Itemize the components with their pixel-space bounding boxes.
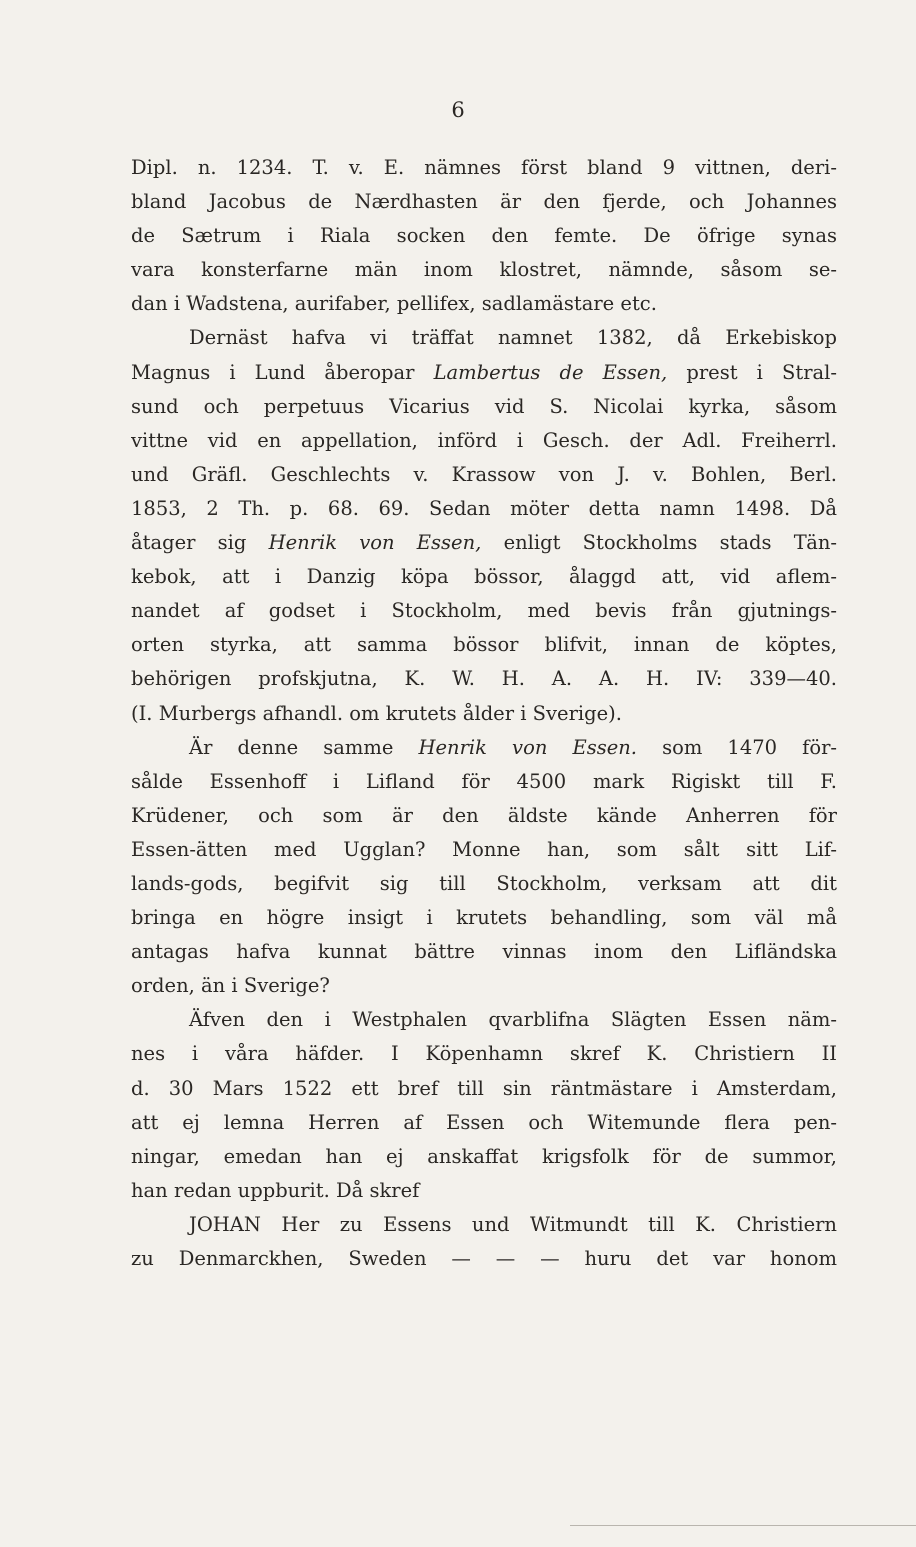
text-run: han redan uppburit. Då skref: [131, 1178, 420, 1202]
body-text: [131, 151, 837, 1276]
text-line: [131, 833, 837, 867]
text-run: Krüdener, och som är den äldste kände Anherren för: [131, 803, 837, 827]
text-run: de Sætrum i Riala socken den femte. De öfrige synas: [131, 224, 837, 248]
text-run: Dipl. n. 1234. T. v. E. nämnes först bland 9 vittnen, deri-: [131, 156, 837, 179]
text-run: vittne vid en appellation, införd i Gesch. der Adl. Freiherrl.: [131, 428, 837, 452]
text-run: kebok, att i Danzig köpa bössor, ålaggd att, vid aflem-: [131, 565, 837, 589]
text-run: bringa en högre insigt i krutets behandling, som väl må: [131, 906, 837, 930]
text-line: [131, 185, 837, 219]
text-run: orden, än i Sverige?: [131, 974, 330, 998]
text-run: sund och perpetuus Vicarius vid S. Nicolai kyrka, såsom: [131, 394, 837, 418]
text-line: [131, 1208, 837, 1242]
text-run: Är denne samme: [189, 735, 419, 759]
text-run: lands-gods, begifvit sig till Stockholm, verksam att dit: [131, 871, 837, 895]
text-run: ningar, emedan han ej anskaffat krigsfolk för de summor,: [131, 1144, 837, 1168]
text-run: Essen-ätten med Ugglan? Monne han, som sålt sitt Lif-: [131, 837, 837, 861]
text-run: nandet af godset i Stockholm, med bevis från gjutnings-: [131, 599, 837, 623]
text-run: åtager sig: [131, 531, 269, 555]
text-run: 1853, 2 Th. p. 68. 69. Sedan möter detta namn 1498. Då: [131, 496, 837, 520]
text-line: [131, 1106, 837, 1140]
text-run: zu Denmarckhen, Sweden — — — huru det var honom: [131, 1247, 837, 1270]
italic-name: Henrik von Essen.: [418, 735, 638, 759]
text-run: d. 30 Mars 1522 ett bref till sin räntmästare i Amsterdam,: [131, 1076, 837, 1100]
text-run: enligt Stockholms stads Tän-: [481, 531, 837, 555]
text-line: [131, 526, 837, 560]
text-line: [131, 697, 837, 731]
text-line: [131, 492, 837, 526]
text-line: [131, 765, 837, 799]
text-run: und Gräfl. Geschlechts v. Krassow von J. v. Bohlen, Berl.: [131, 462, 837, 486]
text-run: bland Jacobus de Nærdhasten är den fjerde, och Johannes: [131, 190, 837, 214]
text-run: Dernäst hafva vi träffat namnet 1382, då Erkebiskop: [189, 326, 837, 350]
text-line: [131, 901, 837, 935]
text-line: [131, 1003, 837, 1037]
text-run: vara konsterfarne män inom klostret, nämnde, såsom se-: [131, 258, 837, 282]
text-line: [131, 1242, 837, 1276]
text-run: som 1470 för-: [637, 735, 837, 759]
text-line: [131, 356, 837, 390]
text-run: sålde Essenhoff i Lifland för 4500 mark Rigiskt till F.: [131, 769, 837, 793]
text-run: Magnus i Lund åberopar: [131, 360, 434, 384]
text-line: [131, 560, 837, 594]
text-line: [131, 390, 837, 424]
text-line: [131, 458, 837, 492]
text-line: [131, 1174, 837, 1208]
italic-name: Henrik von Essen,: [268, 531, 482, 555]
text-line: [131, 253, 837, 287]
text-run: orten styrka, att samma bössor blifvit, innan de köptes,: [131, 633, 837, 657]
text-run: dan i Wadstena, aurifaber, pellifex, sadlamästare etc.: [131, 292, 657, 316]
text-run: prest i Stral-: [667, 360, 837, 384]
italic-name: Lambertus de Essen,: [433, 360, 668, 384]
text-run: JOHAN Her zu Essens und Witmundt till K. Christiern: [189, 1212, 837, 1236]
text-line: [131, 1140, 837, 1174]
text-run: antagas hafva kunnat bättre vinnas inom den Lifländska: [131, 940, 837, 964]
text-line: [131, 1037, 837, 1071]
text-line: [131, 287, 837, 321]
text-run: (I. Murbergs afhandl. om krutets ålder i Sverige).: [131, 701, 622, 725]
text-line: [131, 321, 837, 355]
text-line: [131, 424, 837, 458]
text-line: [131, 219, 837, 253]
bottom-rule: [570, 1525, 916, 1526]
text-line: [131, 731, 837, 765]
text-line: [131, 969, 837, 1003]
text-run: att ej lemna Herren af Essen och Witemunde flera pen-: [131, 1110, 837, 1134]
text-line: [131, 594, 837, 628]
text-run: behörigen profskjutna, K. W. H. A. A. H. IV: 339—40.: [131, 667, 837, 691]
text-run: Äfven den i Westphalen qvarblifna Slägten Essen näm-: [189, 1008, 837, 1032]
text-line: [131, 628, 837, 662]
text-line: [131, 867, 837, 901]
text-run: nes i våra häfder. I Köpenhamn skref K. Christiern II: [131, 1042, 837, 1066]
text-line: [131, 799, 837, 833]
page-number: 6: [451, 98, 465, 122]
text-line: [131, 935, 837, 969]
text-line: [131, 662, 837, 696]
text-line: [131, 1072, 837, 1106]
text-line: [131, 151, 837, 185]
